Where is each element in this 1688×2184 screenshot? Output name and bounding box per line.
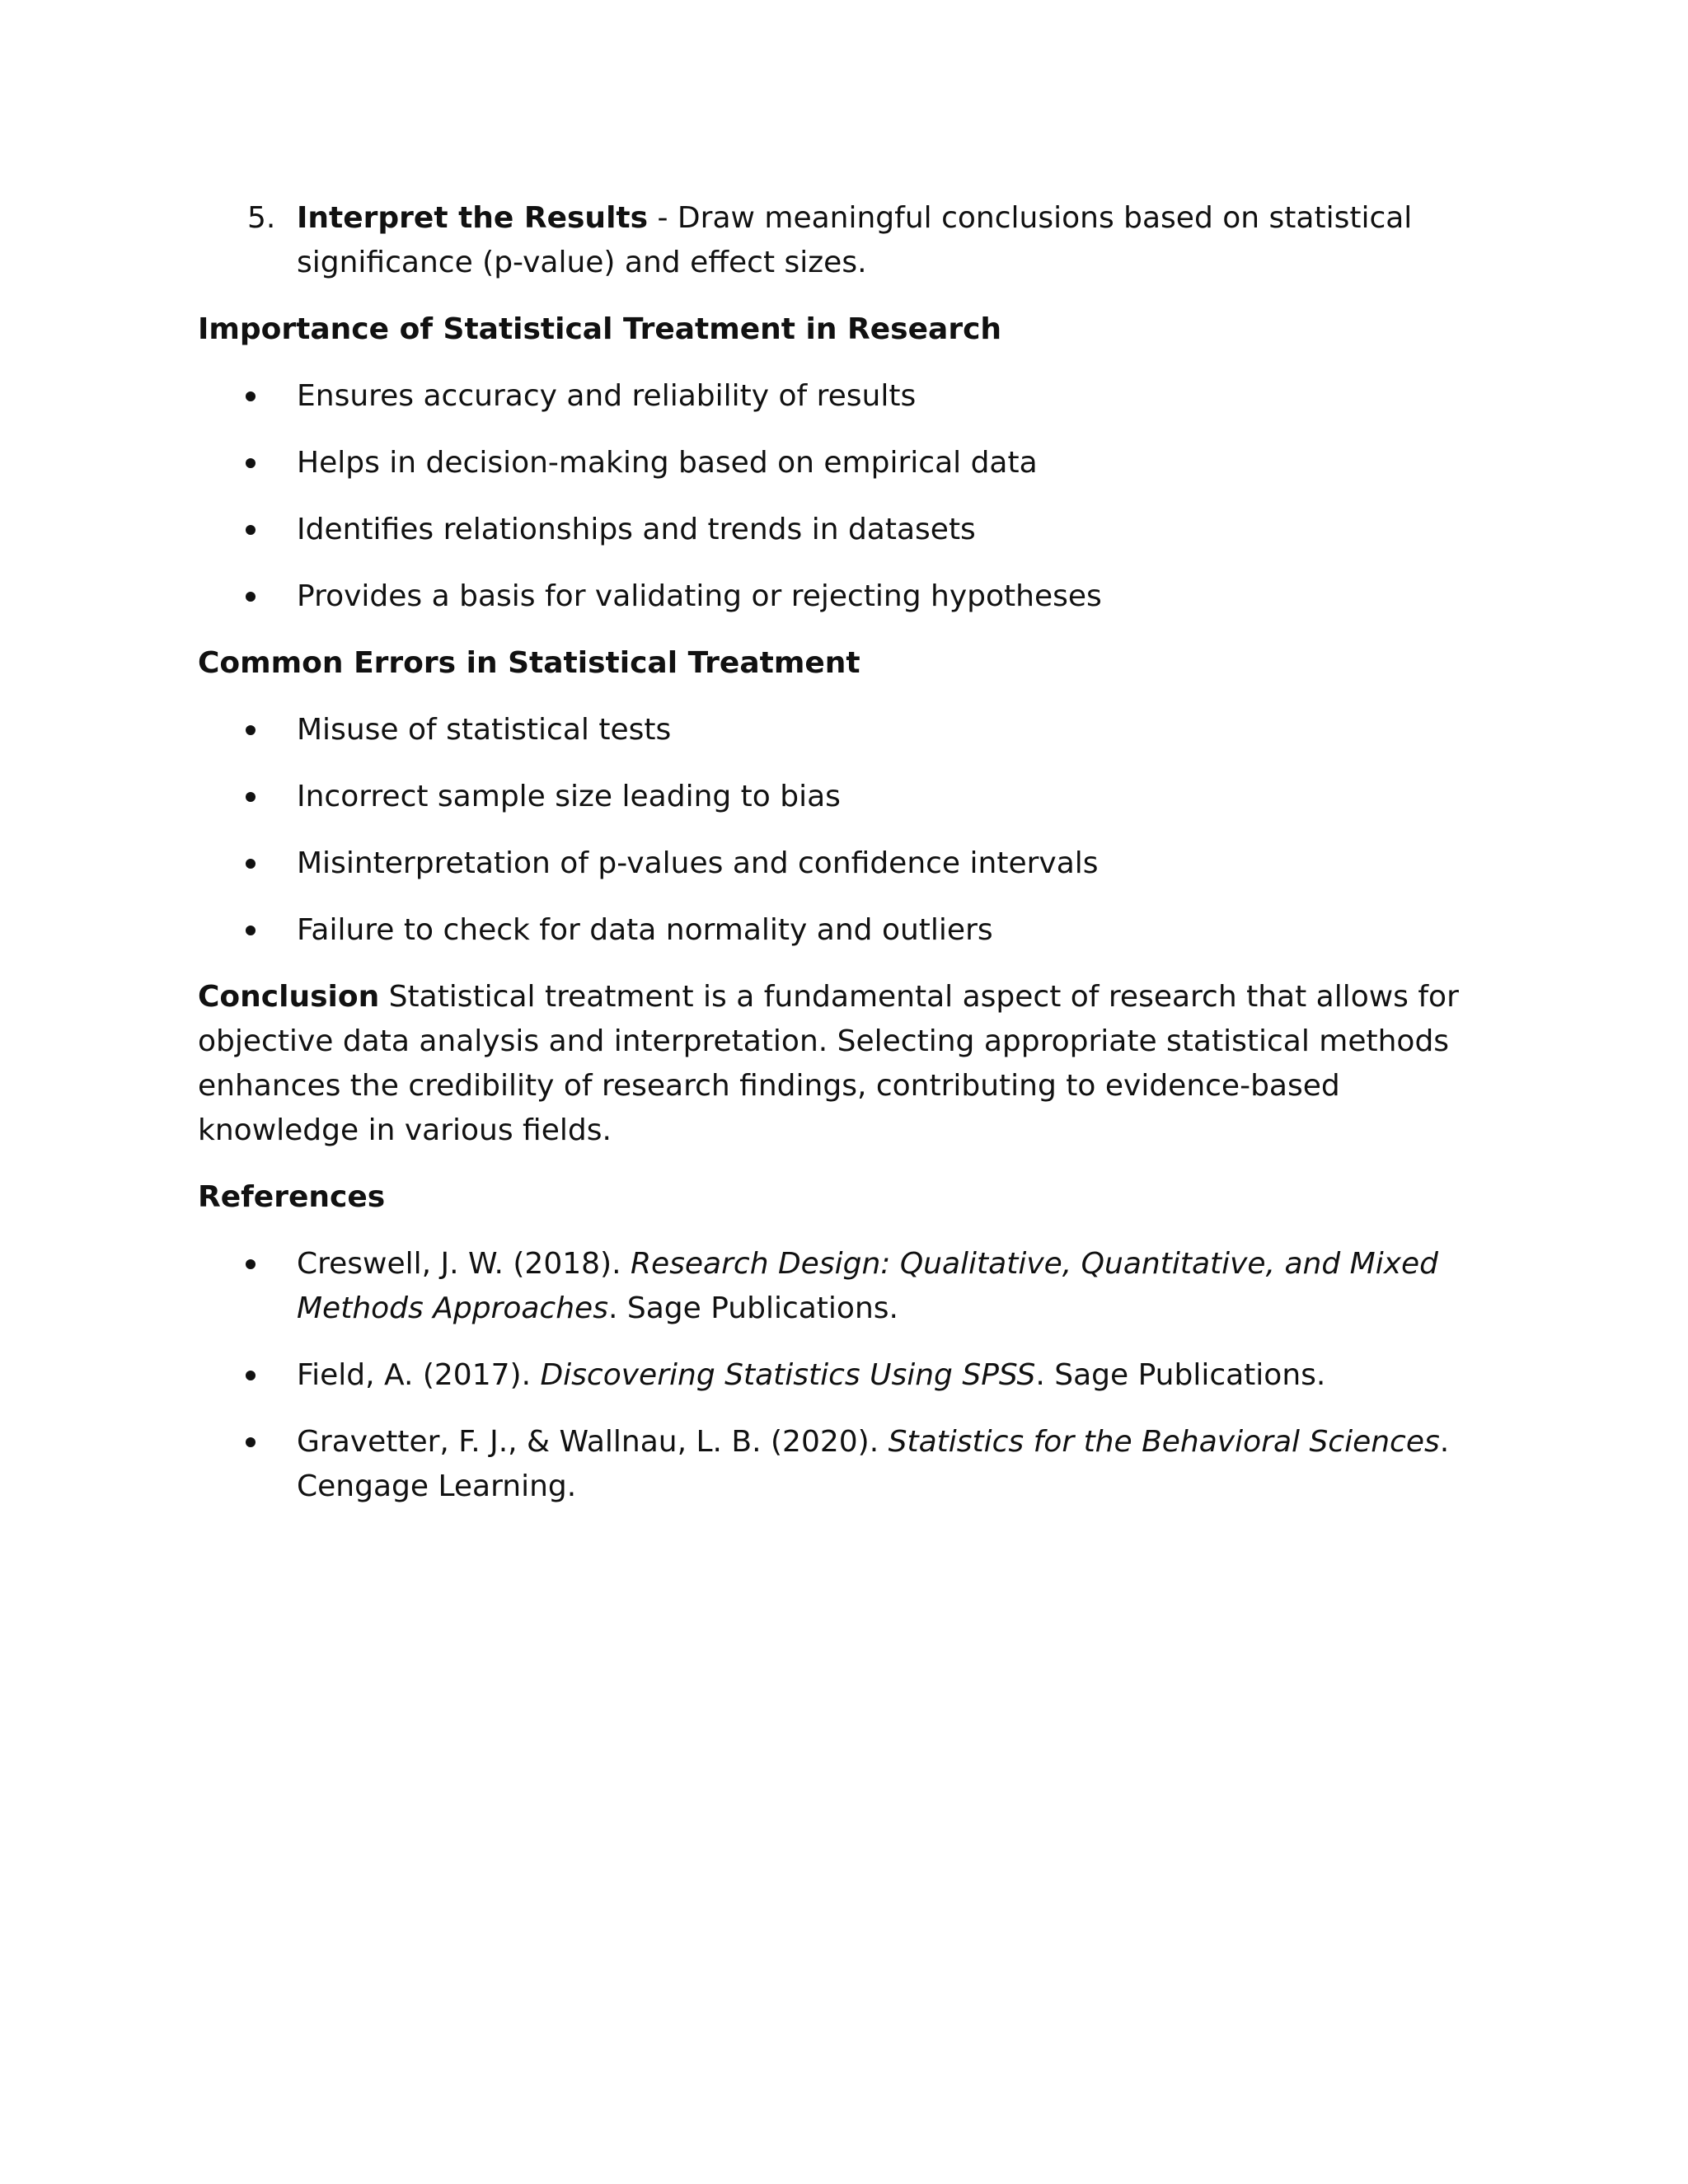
reference-authors: Creswell, J. W. (2018). — [297, 1247, 631, 1281]
reference-publisher: . Sage Publications. — [607, 1291, 898, 1325]
bullet-icon — [246, 792, 256, 802]
reference-title: Statistics for the Behavioral Sciences — [888, 1425, 1440, 1459]
bullet-icon — [246, 1437, 256, 1447]
reference-publisher: . Cengage Learning. — [297, 1425, 1450, 1503]
document-page — [198, 196, 1500, 1531]
importance-list — [198, 374, 1500, 619]
list-item — [198, 841, 1500, 886]
list-item-text: Helps in decision-making based on empirical data — [297, 446, 1038, 480]
list-item — [198, 908, 1500, 953]
list-item — [198, 374, 1500, 419]
reference-item — [198, 1242, 1500, 1331]
bullet-icon — [246, 725, 256, 735]
conclusion-text: Statistical treatment is a fundamental aspect of research that allows for objective data analysis and interpretation. Selecting appropriate statistical methods enhances the credibility of research findings, contributing to evidence-based knowledge in various fields. — [198, 980, 1459, 1147]
bullet-icon — [246, 458, 256, 468]
section-heading-errors: Common Errors in Statistical Treatment — [198, 646, 860, 680]
reference-title: Research Design: Qualitative, Quantitative, and Mixed Methods Approaches — [297, 1247, 1438, 1325]
list-item-text: Misinterpretation of p-values and confidence intervals — [297, 846, 1099, 880]
bullet-icon — [246, 859, 256, 869]
bullet-icon — [246, 592, 256, 602]
list-item-text: Misuse of statistical tests — [297, 713, 672, 747]
bullet-icon — [246, 926, 256, 935]
conclusion-paragraph — [198, 975, 1500, 1153]
bullet-icon — [246, 525, 256, 535]
list-item-text: Identifies relationships and trends in datasets — [297, 513, 976, 546]
list-item-text: Incorrect sample size leading to bias — [297, 780, 841, 813]
reference-item — [198, 1420, 1500, 1509]
list-item — [198, 508, 1500, 552]
reference-authors: Gravetter, F. J., & Wallnau, L. B. (2020). — [297, 1425, 889, 1459]
list-number: 5. — [247, 201, 276, 235]
step-text: - Draw meaningful conclusions based on statistical significance (p-value) and effect sizes. — [297, 201, 1413, 279]
errors-list — [198, 708, 1500, 953]
references-list — [198, 1242, 1500, 1509]
section-heading-references: References — [198, 1180, 386, 1214]
list-item — [198, 574, 1500, 619]
reference-publisher: . Sage Publications. — [1035, 1358, 1326, 1392]
bullet-icon — [246, 391, 256, 401]
list-item — [198, 441, 1500, 485]
list-item-text: Ensures accuracy and reliability of results — [297, 379, 917, 413]
list-item-step-5 — [198, 196, 1500, 285]
reference-title: Discovering Statistics Using SPSS — [540, 1358, 1036, 1392]
step-title: Interpret the Results — [297, 201, 649, 235]
list-item-text: Failure to check for data normality and outliers — [297, 913, 993, 947]
steps-list — [198, 196, 1500, 285]
conclusion-label: Conclusion — [198, 980, 380, 1014]
reference-item — [198, 1353, 1500, 1398]
list-item — [198, 775, 1500, 819]
section-heading-importance: Importance of Statistical Treatment in Research — [198, 312, 1002, 346]
bullet-icon — [246, 1259, 256, 1269]
list-item — [198, 708, 1500, 752]
reference-authors: Field, A. (2017). — [297, 1358, 541, 1392]
list-item-text: Provides a basis for validating or rejecting hypotheses — [297, 579, 1102, 613]
bullet-icon — [246, 1371, 256, 1380]
